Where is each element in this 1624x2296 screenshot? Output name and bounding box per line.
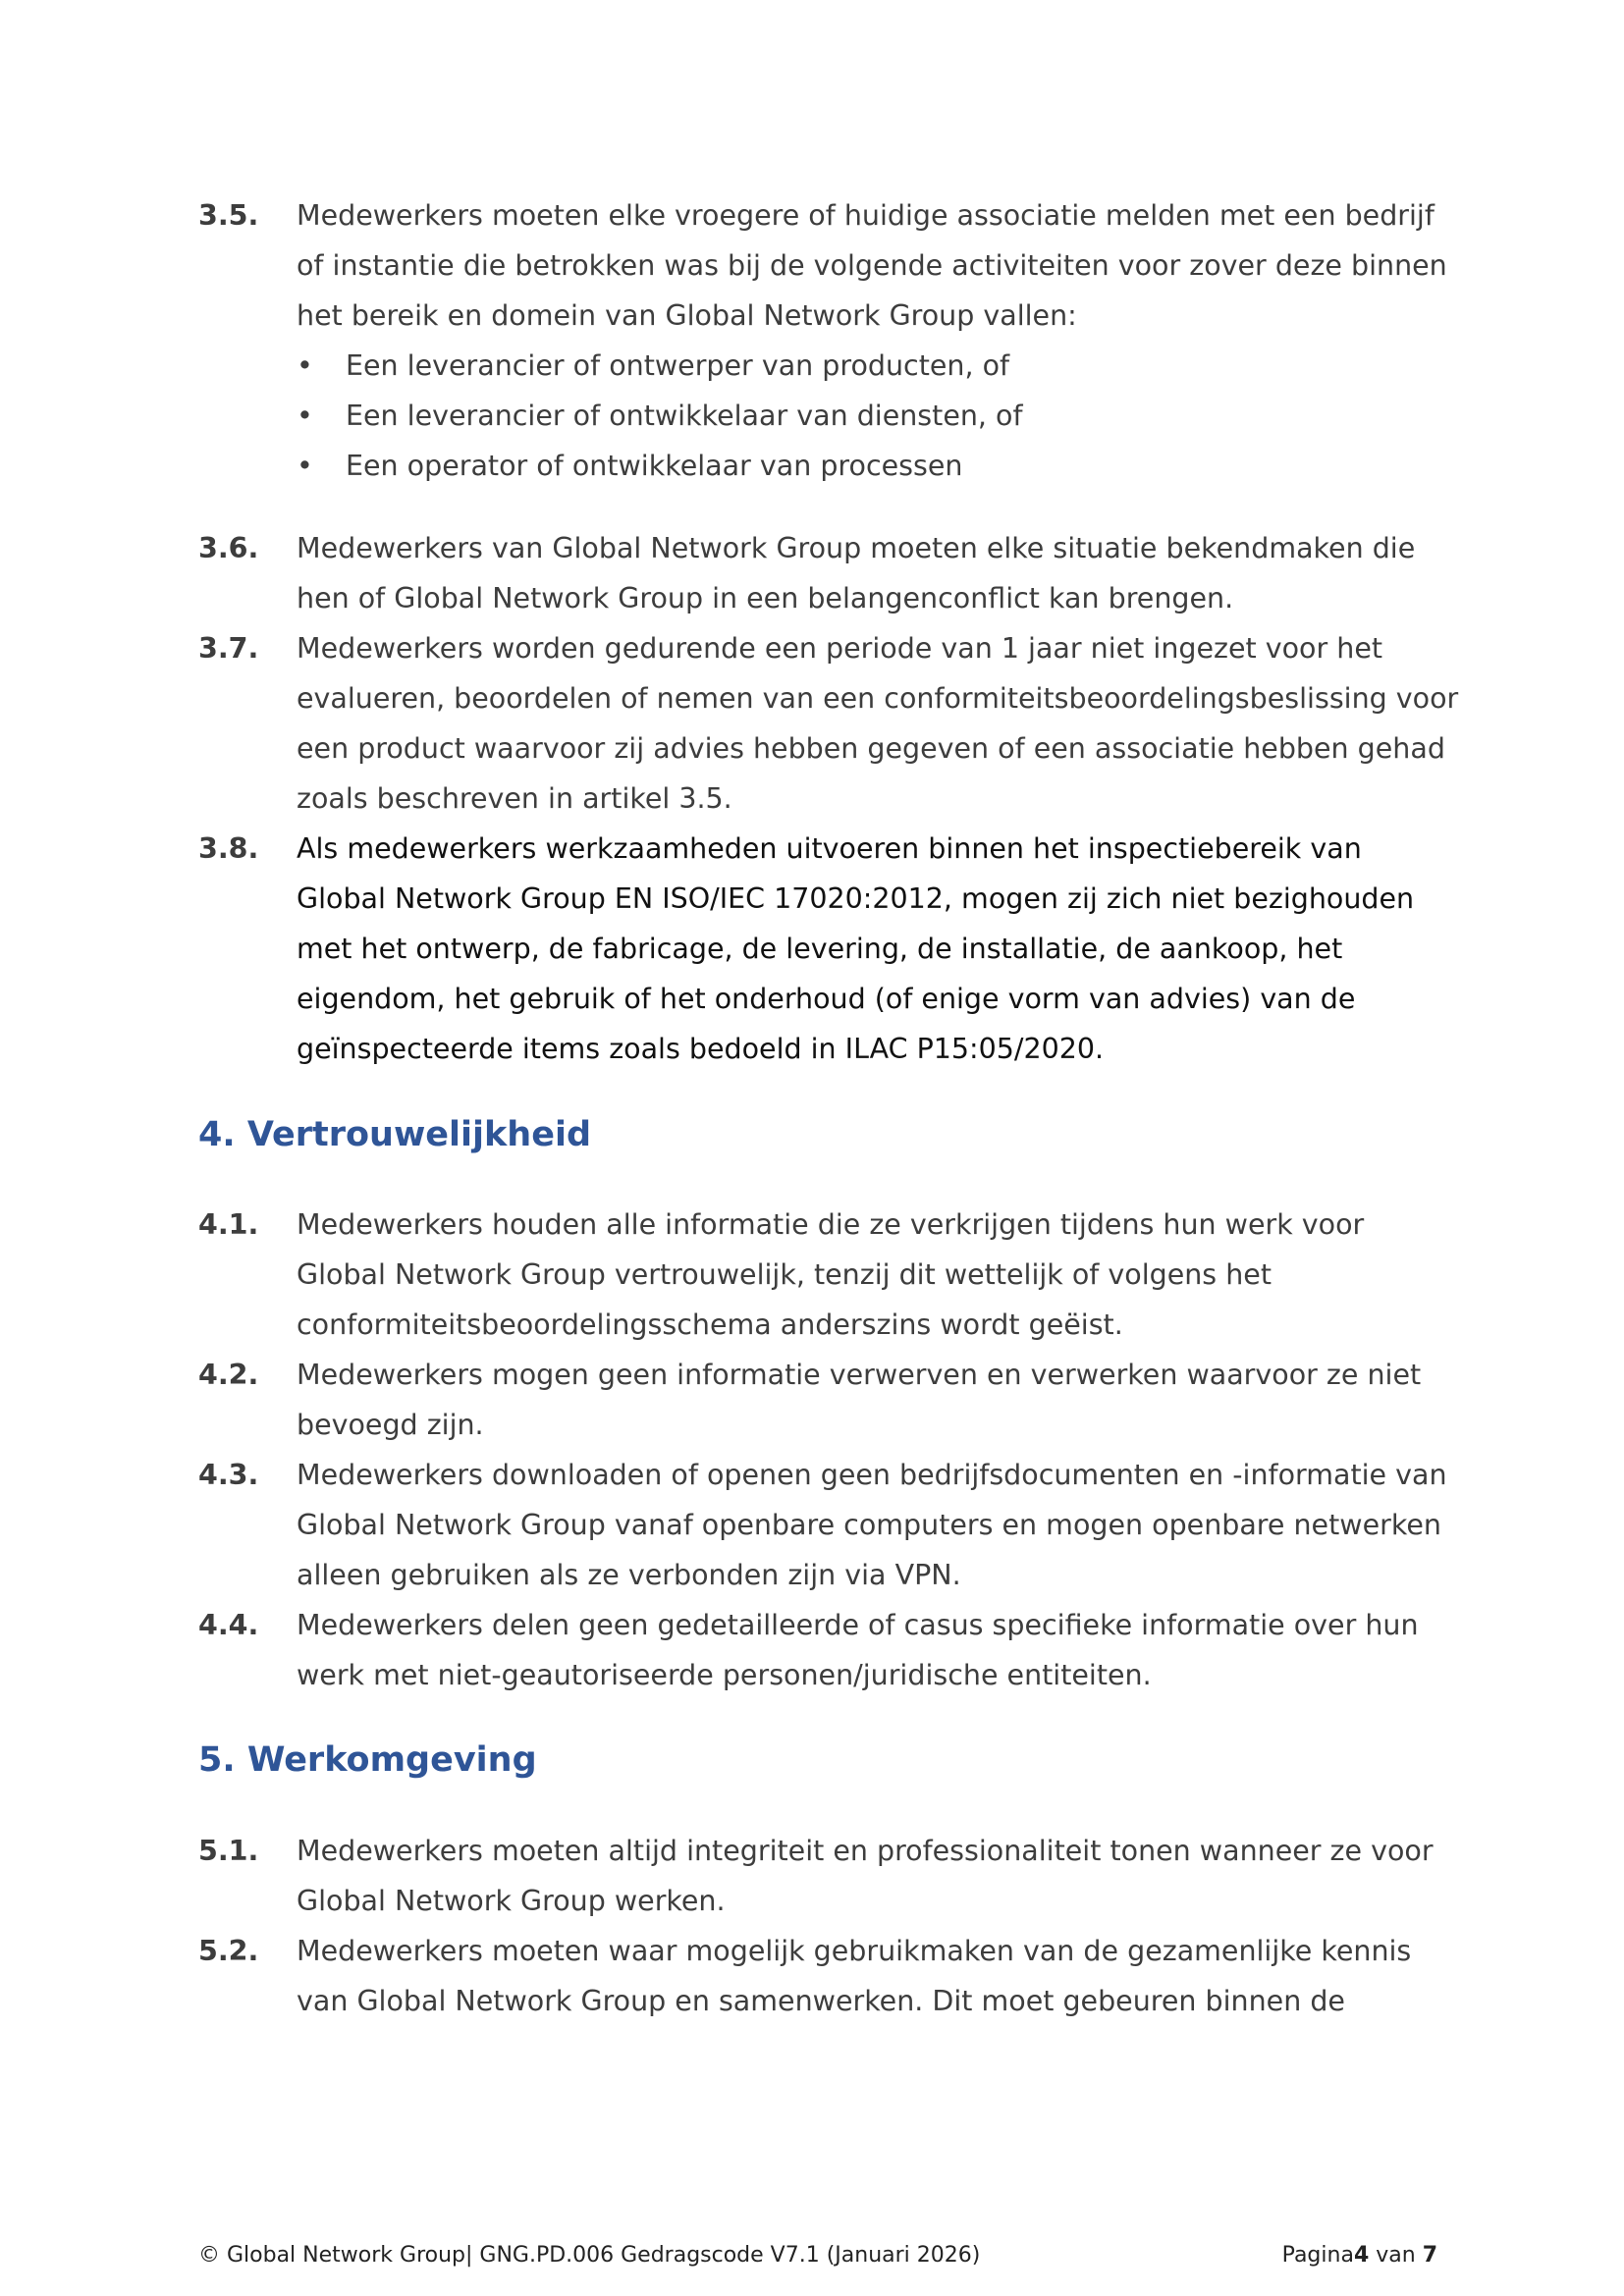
text-line: Global Network Group vertrouwelijk, tenzij dit wettelijk of volgens het	[297, 1258, 1272, 1291]
text-line: Als medewerkers werkzaamheden uitvoeren binnen het inspectiebereik van	[297, 832, 1362, 865]
text-line: Medewerkers worden gedurende een periode van 1 jaar niet ingezet voor het	[297, 632, 1383, 665]
section-heading-5: 5. Werkomgeving	[198, 1740, 537, 1780]
text-line: het bereik en domein van Global Network Group vallen:	[297, 299, 1077, 332]
text-line: Medewerkers downloaden of openen geen bedrijfsdocumenten en -informatie van	[297, 1459, 1447, 1491]
text-line: Medewerkers moeten waar mogelijk gebruikmaken van de gezamenlijke kennis	[297, 1935, 1412, 1967]
bullet-icon: •	[297, 450, 313, 482]
text-line: van Global Network Group en samenwerken. Dit moet gebeuren binnen de	[297, 1985, 1345, 2017]
text-line: zoals beschreven in artikel 3.5.	[297, 782, 732, 815]
clause-number: 3.5.	[198, 199, 259, 232]
clause-number: 5.1.	[198, 1835, 259, 1867]
text-line: met het ontwerp, de fabricage, de levering, de installatie, de aankoop, het	[297, 933, 1343, 965]
clause-text	[297, 1826, 1475, 1926]
bullet-icon: •	[297, 349, 313, 382]
clause-text	[297, 824, 1475, 1074]
text-line: conformiteitsbeoordelingsschema anderszins wordt geëist.	[297, 1308, 1123, 1341]
bullet-text: Een leverancier of ontwikkelaar van diensten, of	[346, 400, 1023, 432]
text-line: Medewerkers delen geen gedetailleerde of casus specifieke informatie over hun	[297, 1609, 1419, 1641]
bullet-item	[297, 441, 1377, 491]
text-line: bevoegd zijn.	[297, 1409, 484, 1441]
footer-page-number	[1282, 2241, 1437, 2270]
page-prefix: Pagina	[1281, 2243, 1354, 2268]
text-line: Medewerkers mogen geen informatie verwerven en verwerken waarvoor ze niet	[297, 1359, 1422, 1391]
clause-text	[297, 1450, 1475, 1600]
bullet-item	[297, 391, 1377, 441]
text-line: Global Network Group werken.	[297, 1885, 726, 1917]
text-line: Global Network Group EN ISO/IEC 17020:2012, mogen zij zich niet bezighouden	[297, 882, 1415, 915]
clause-number: 5.2.	[198, 1935, 259, 1967]
clause-text	[297, 523, 1475, 623]
text-line: eigendom, het gebruik of het onderhoud (of enige vorm van advies) van de	[297, 983, 1356, 1015]
text-line: evalueren, beoordelen of nemen van een conformiteitsbeoordelingsbeslissing voor	[297, 682, 1459, 715]
text-line: alleen gebruiken als ze verbonden zijn via VPN.	[297, 1559, 961, 1591]
clause-text	[297, 1200, 1475, 1350]
clause-number: 3.7.	[198, 632, 259, 665]
text-line: geïnspecteerde items zoals bedoeld in ILAC P15:05/2020.	[297, 1033, 1105, 1065]
clause-text	[297, 1926, 1475, 2026]
text-line: Medewerkers moeten altijd integriteit en professionaliteit tonen wanneer ze voor	[297, 1835, 1434, 1867]
text-line: hen of Global Network Group in een belangenconflict kan brengen.	[297, 582, 1234, 614]
text-line: werk met niet-geautoriseerde personen/juridische entiteiten.	[297, 1659, 1152, 1691]
text-line: Medewerkers moeten elke vroegere of huidige associatie melden met een bedrijf	[297, 199, 1435, 232]
clause-text	[297, 1600, 1475, 1700]
text-line: Medewerkers houden alle informatie die ze verkrijgen tijdens hun werk voor	[297, 1208, 1365, 1241]
bullet-text: Een leverancier of ontwerper van producten, of	[346, 349, 1010, 382]
page-separator: van	[1369, 2243, 1423, 2268]
bullet-list	[297, 341, 1377, 491]
bullet-text: Een operator of ontwikkelaar van processen	[346, 450, 963, 482]
text-line: een product waarvoor zij advies hebben gegeven of een associatie hebben gehad	[297, 732, 1445, 765]
clause-number: 3.6.	[198, 532, 259, 564]
bullet-icon: •	[297, 400, 313, 432]
clause-text	[297, 1350, 1475, 1450]
clause-number: 4.1.	[198, 1208, 259, 1241]
clause-text	[297, 623, 1475, 824]
bullet-item	[297, 341, 1377, 391]
clause-number: 4.2.	[198, 1359, 259, 1391]
footer-document-info: © Global Network Group| GNG.PD.006 Gedragscode V7.1 (Januari 2026)	[198, 2243, 981, 2268]
text-line: of instantie die betrokken was bij de volgende activiteiten voor zover deze binnen	[297, 249, 1447, 282]
page-total: 7	[1422, 2243, 1437, 2268]
page-current: 4	[1353, 2243, 1370, 2268]
text-line: Medewerkers van Global Network Group moeten elke situatie bekendmaken die	[297, 532, 1416, 564]
clause-number: 4.4.	[198, 1609, 259, 1641]
section-heading-4: 4. Vertrouwelijkheid	[198, 1115, 592, 1154]
clause-text	[297, 190, 1475, 341]
clause-number: 3.8.	[198, 832, 259, 865]
clause-number: 4.3.	[198, 1459, 259, 1491]
text-line: Global Network Group vanaf openbare computers en mogen openbare netwerken	[297, 1509, 1441, 1541]
